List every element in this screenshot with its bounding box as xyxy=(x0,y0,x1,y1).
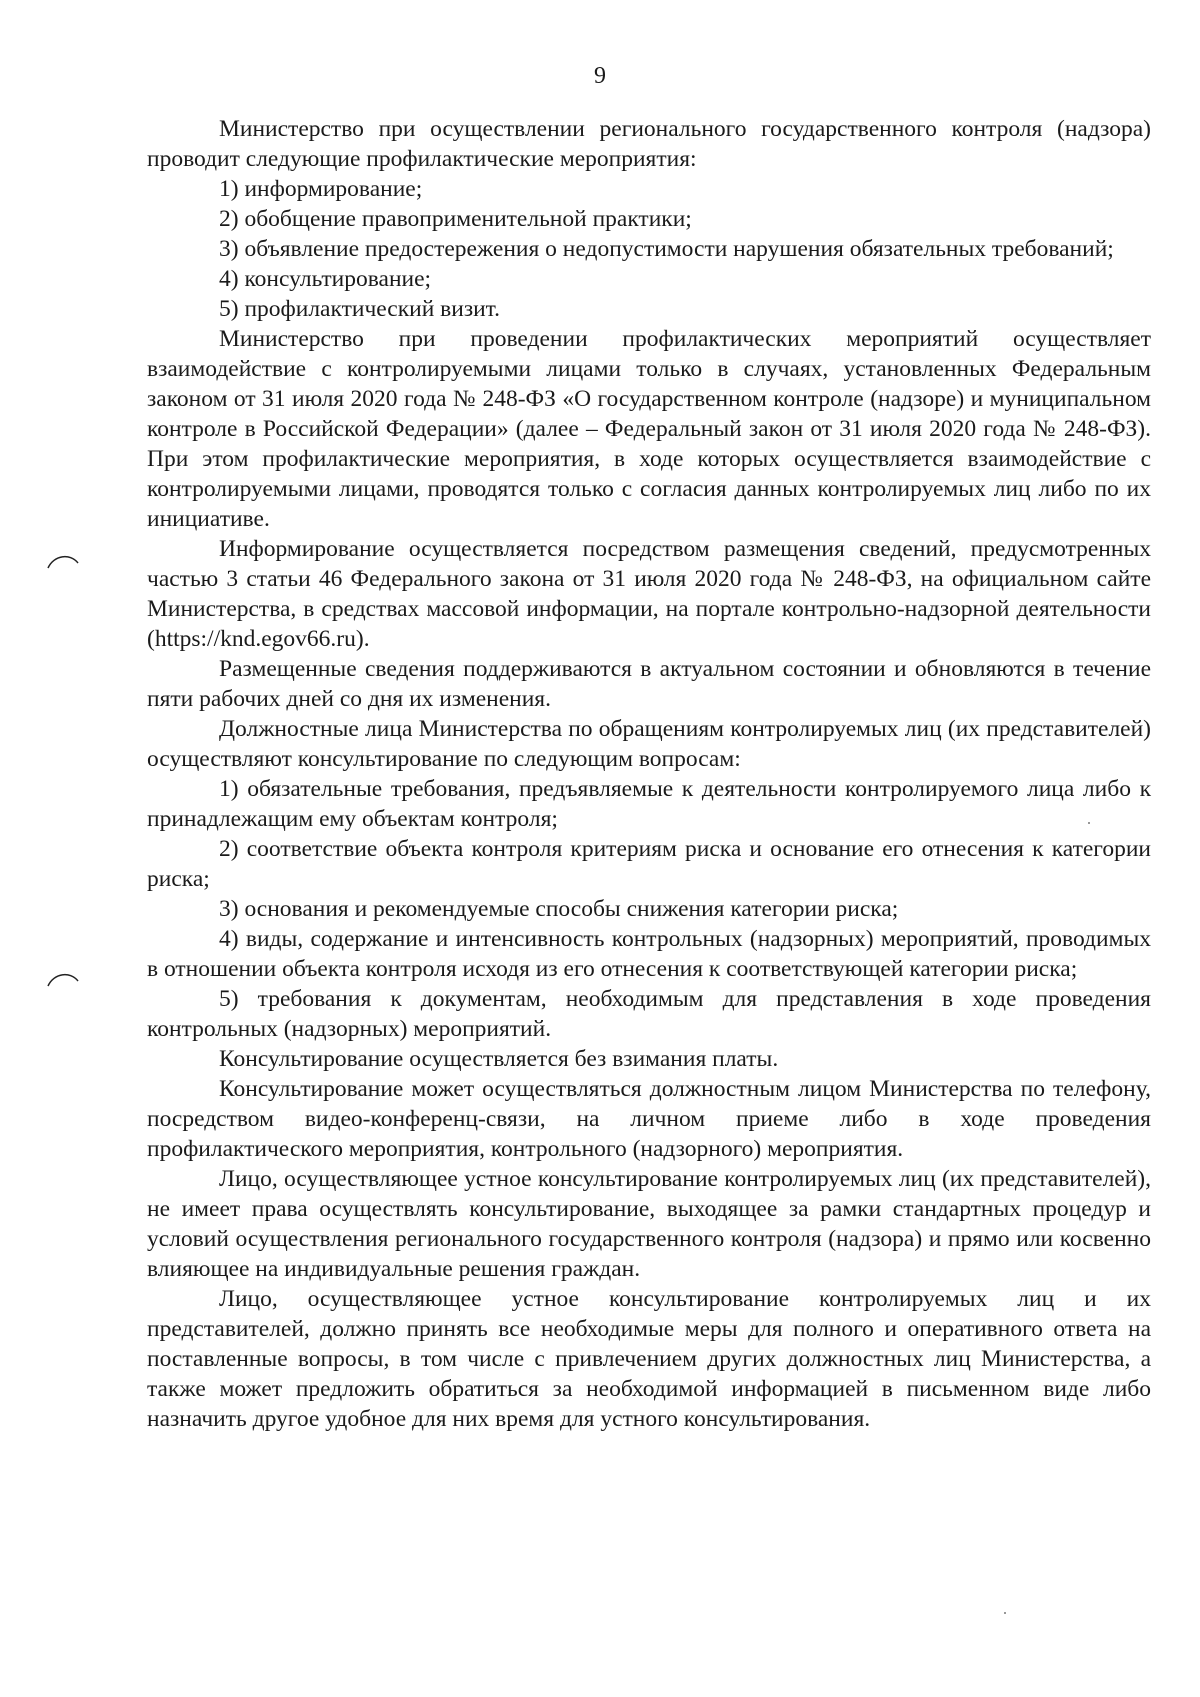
punch-hole-mark-icon xyxy=(46,969,80,989)
document-body xyxy=(147,114,1151,1434)
page-number: 9 xyxy=(594,63,606,89)
list-item: 5) требования к документам, необходимым для представления в ходе проведения контрольных (надзорных) мероприятий. xyxy=(147,986,1151,1042)
list-item: 2) обобщение правоприменительной практики; xyxy=(219,206,692,232)
list-item: 3) объявление предостережения о недопустимости нарушения обязательных требований; xyxy=(219,236,1114,262)
list-item: 1) информирование; xyxy=(219,176,423,202)
list-item: 1) обязательные требования, предъявляемые к деятельности контролируемого лица либо к принадлежащим ему объектам контроля; xyxy=(147,776,1151,832)
paragraph: Консультирование может осуществляться должностным лицом Министерства по телефону, посредством видео-конференц-связи, на личном приеме либо в ходе проведения профилактического мероприятия, контрольного (надзорного) мероприятия. xyxy=(147,1076,1151,1162)
list-item: 3) основания и рекомендуемые способы снижения категории риска; xyxy=(219,896,899,922)
paragraph: Должностные лица Министерства по обращениям контролируемых лиц (их представителей) осуществляют консультирование по следующим вопросам: xyxy=(147,716,1151,772)
paragraph: Информирование осуществляется посредством размещения сведений, предусмотренных частью 3 статьи 46 Федерального закона от 31 июля 2020 года № 248-ФЗ, на официальном сайте Министерства, в средствах массовой информации, на портале контрольно-надзорной деятельности (https://knd.egov66.ru). xyxy=(147,536,1151,652)
paragraph: Лицо, осуществляющее устное консультирование контролируемых лиц и их представителей, должно принять все необходимые меры для полного и оперативного ответа на поставленные вопросы, в том числе с привлечением других должностных лиц Министерства, а также может предложить обратиться за необходимой информацией в письменном виде либо назначить другое удобное для них время для устного консультирования. xyxy=(147,1286,1151,1432)
list-item: 4) виды, содержание и интенсивность контрольных (надзорных) мероприятий, проводимых в отношении объекта контроля исходя из его отнесения к соответствующей категории риска; xyxy=(147,926,1151,982)
paragraph: Министерство при проведении профилактических мероприятий осуществляет взаимодействие с контролируемыми лицами только в случаях, установленных Федеральным законом от 31 июля 2020 года № 248-ФЗ «О государственном контроле (надзоре) и муниципальном контроле в Российской Федерации» (далее – Федеральный закон от 31 июля 2020 года № 248-ФЗ). При этом профилактические мероприятия, в ходе которых осуществляется взаимодействие с контролируемыми лицами, проводятся только с согласия данных контролируемых лиц либо по их инициативе. xyxy=(147,326,1151,532)
punch-hole-mark-icon xyxy=(46,551,80,571)
paragraph: Министерство при осуществлении регионального государственного контроля (надзора) проводит следующие профилактические мероприятия: xyxy=(147,116,1151,172)
list-item: 4) консультирование; xyxy=(219,266,432,292)
paragraph: Лицо, осуществляющее устное консультирование контролируемых лиц (их представителей), не имеет права осуществлять консультирование, выходящее за рамки стандартных процедур и условий осуществления регионального государственного контроля (надзора) и прямо или косвенно влияющее на индивидуальные решения граждан. xyxy=(147,1166,1151,1282)
paragraph: Размещенные сведения поддерживаются в актуальном состоянии и обновляются в течение пяти рабочих дней со дня их изменения. xyxy=(147,656,1151,712)
list-item: 2) соответствие объекта контроля критериям риска и основание его отнесения к категории риска; xyxy=(147,836,1151,892)
paragraph: Консультирование осуществляется без взимания платы. xyxy=(219,1046,779,1072)
list-item: 5) профилактический визит. xyxy=(219,296,501,322)
scan-speck xyxy=(1004,1612,1006,1614)
